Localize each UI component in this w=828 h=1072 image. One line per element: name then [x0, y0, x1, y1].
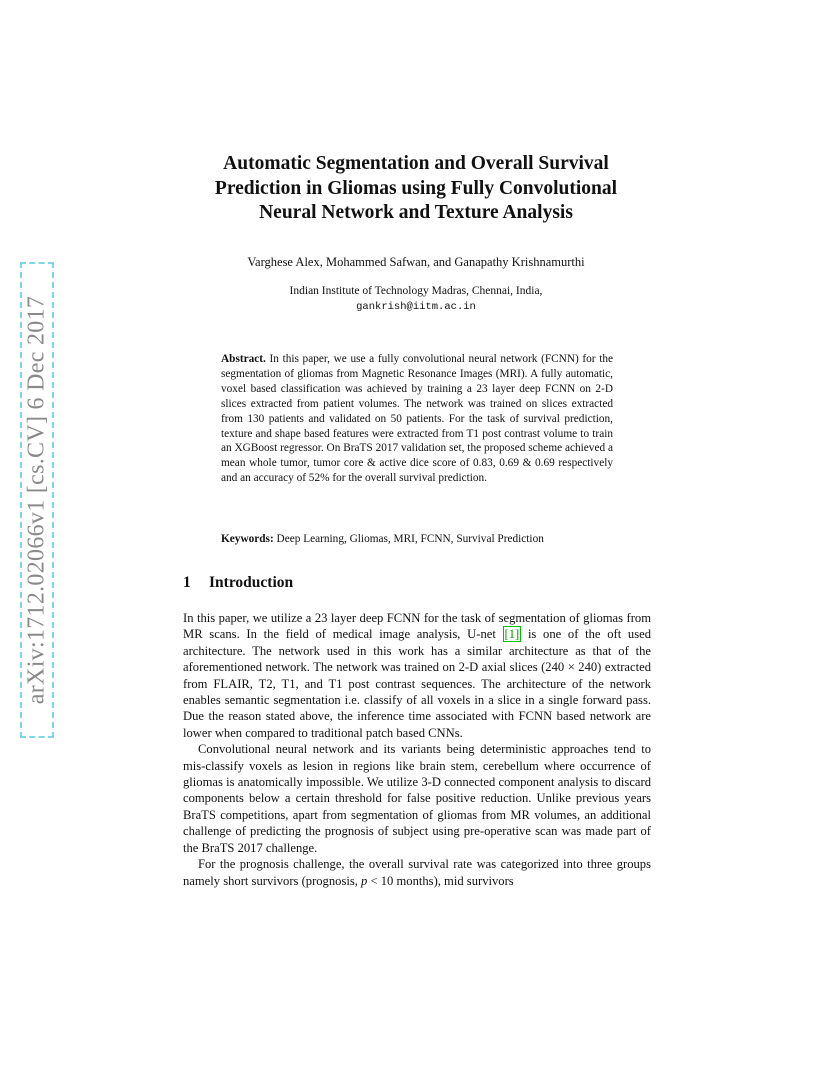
- paragraph-1: [183, 610, 651, 741]
- paper-title: [150, 152, 682, 226]
- keywords-text: Deep Learning, Gliomas, MRI, FCNN, Survival Prediction: [276, 533, 544, 545]
- abstract-label: Abstract.: [221, 353, 266, 365]
- arxiv-identifier: arXiv:1712.02066v1 [cs.CV] 6 Dec 2017: [23, 295, 50, 705]
- paragraph-3: [183, 856, 651, 889]
- affiliation: Indian Institute of Technology Madras, Chennai, India,: [289, 285, 543, 297]
- arxiv-stamp: [20, 262, 54, 738]
- paragraph-1-text-b: is one of the oft used architecture. The network used in this work has a similar architecture as that of the aforementioned network. The network was trained on 2-D axial slices (240 × 240) extracted from FLAIR, T2, T1, and T1 post contrast sequences. The architecture of the network enables semantic segmentation i.e. classify of all voxels in a slice in a single forward pass. Due the reason stated above, the inference time associated with FCNN based network are lower when compared to traditional patch based CNNs.: [183, 627, 651, 740]
- paragraph-2: Convolutional neural network and its variants being deterministic approaches tend to mis-classify voxels as lesion in regions like brain stem, cerebellum where occurrence of gliomas is anatomically impossible. We utilize 3-D connected component analysis to discard components below a certain threshold for false positive reduction. Unlike previous years BraTS competitions, apart from segmentation of gliomas from MR volumes, an additional challenge of predicting the prognosis of subject using pre-operative scan was made part of the BraTS 2017 challenge.: [183, 742, 651, 855]
- keywords: [221, 532, 621, 547]
- keywords-label: Keywords:: [221, 533, 274, 545]
- paragraph-3-text-a: For the prognosis challenge, the overall survival rate was categorized into three groups namely short survivors (prognosis,: [183, 857, 651, 888]
- math-variable-p: p: [361, 873, 368, 888]
- title-line-2: Prediction in Gliomas using Fully Convolutional: [214, 177, 618, 199]
- paragraph-3-text-b: < 10 months), mid survivors: [367, 873, 514, 888]
- introduction-body: [183, 610, 651, 889]
- section-number: 1: [183, 574, 191, 591]
- abstract: [221, 352, 613, 486]
- title-line-3: Neural Network and Texture Analysis: [259, 202, 573, 223]
- section-title: Introduction: [209, 574, 294, 591]
- author-list: Varghese Alex, Mohammed Safwan, and Ganapathy Krishnamurthi: [247, 255, 585, 269]
- title-line-1: Automatic Segmentation and Overall Survival: [223, 153, 609, 174]
- author-email: gankrish@iitm.ac.in: [356, 300, 476, 313]
- section-heading-introduction: [183, 574, 293, 592]
- citation-link[interactable]: [1]: [504, 627, 520, 642]
- paragraph-1-text-a: In this paper, we utilize a 23 layer deep FCNN for the task of segmentation of gliomas from MR scans. In the field of medical image analysis, U-net: [183, 611, 651, 642]
- abstract-text: In this paper, we use a fully convolutional neural network (FCNN) for the segmentation of gliomas from Magnetic Resonance Images (MRI). A fully automatic, voxel based classification was achieved by training a 23 layer deep FCNN on 2-D slices extracted from patient volumes. The network was trained on slices extracted from 130 patients and validated on 50 patients. For the task of survival prediction, texture and shape based features were extracted from T1 post contrast volume to train an XGBoost regressor. On BraTS 2017 validation set, the proposed scheme achieved a mean whole tumor, tumor core & active dice score of 0.83, 0.69 & 0.69 respectively and an accuracy of 52% for the overall survival prediction.: [221, 353, 613, 485]
- affiliation-block: [150, 284, 682, 315]
